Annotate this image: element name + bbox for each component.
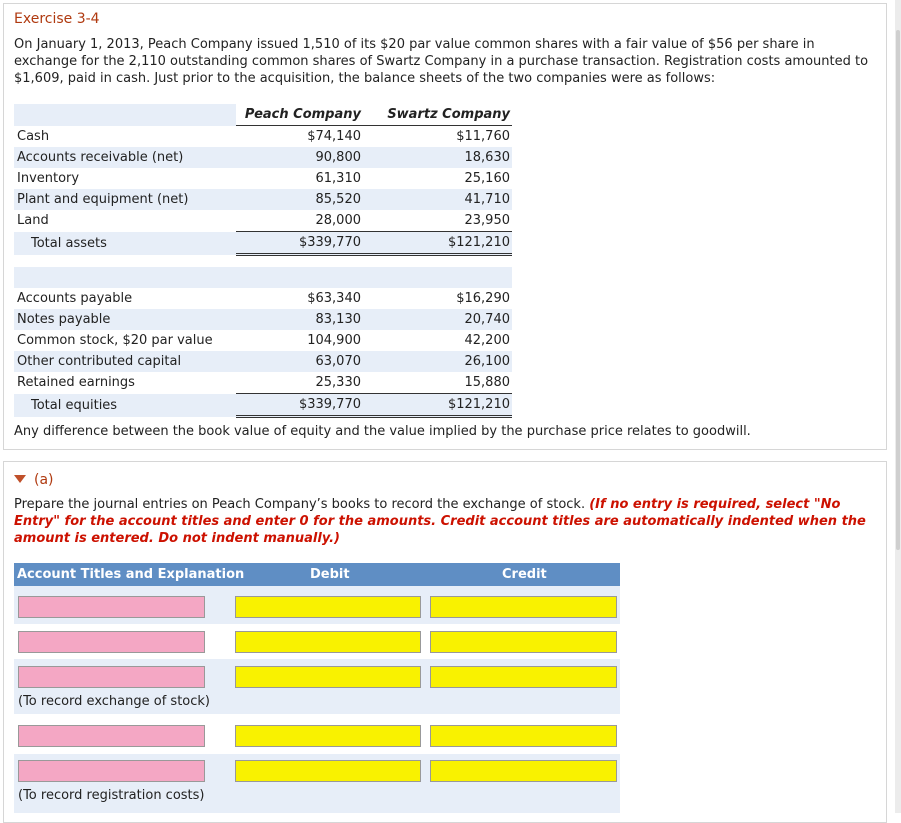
account-title-input[interactable] <box>18 725 205 747</box>
memo-registration: (To record registration costs) <box>18 788 205 803</box>
part-a-label: (a) <box>34 472 54 488</box>
problem-text: On January 1, 2013, Peach Company issued 1,510 of its $20 par value common shares with a fair value of $56 per share in exchange for the 2,110 outstanding common shares of Swartz Company in a purchase transaction. Registration costs amounted to $1,609, paid in cash. Just prior to the acquisition, the balance sheets of the two companies were as follows: <box>14 37 869 86</box>
table-row: Accounts payable $63,340 $16,290 <box>17 291 510 306</box>
account-title-input[interactable] <box>18 760 205 782</box>
credit-amount-input[interactable] <box>430 725 617 747</box>
credit-amount-input[interactable] <box>430 760 617 782</box>
debit-amount-input[interactable] <box>235 725 421 747</box>
table-row: Land 28,000 23,950 <box>17 213 510 229</box>
total-equities-row: Total equities $339,770 $121,210 <box>14 394 512 417</box>
credit-amount-input[interactable] <box>430 631 617 653</box>
header-peach: Peach Company <box>236 104 363 126</box>
scrollbar-thumb[interactable] <box>896 30 900 550</box>
table-row: Common stock, $20 par value 104,900 42,200 <box>17 333 510 348</box>
balance-sheet-table <box>14 104 512 418</box>
account-title-input[interactable] <box>18 631 205 653</box>
account-column-header: Account Titles and Explanation <box>17 567 245 582</box>
journal-row <box>14 624 620 659</box>
header-swartz: Swartz Company <box>363 104 512 126</box>
exercise-title: Exercise 3-4 <box>14 11 100 27</box>
journal-row <box>14 714 620 754</box>
table-row: Inventory 61,310 25,160 <box>17 171 510 186</box>
journal-header <box>14 563 620 586</box>
debit-amount-input[interactable] <box>235 666 421 688</box>
goodwill-note: Any difference between the book value of equity and the value implied by the purchase price relates to goodwill. <box>14 424 751 439</box>
table-row: Accounts receivable (net) 90,800 18,630 <box>14 147 512 168</box>
table-row: Cash $74,140 $11,760 <box>17 128 510 144</box>
debit-amount-input[interactable] <box>235 631 421 653</box>
credit-amount-input[interactable] <box>430 666 617 688</box>
debit-column-header: Debit <box>310 567 350 582</box>
journal-row <box>14 586 620 624</box>
credit-amount-input[interactable] <box>430 596 617 618</box>
memo-exchange: (To record exchange of stock) <box>18 694 210 709</box>
account-title-input[interactable] <box>18 596 205 618</box>
credit-column-header: Credit <box>502 567 547 582</box>
account-title-input[interactable] <box>18 666 205 688</box>
debit-amount-input[interactable] <box>235 760 421 782</box>
journal-row <box>14 754 620 813</box>
chevron-down-icon[interactable] <box>14 475 26 483</box>
table-row: Plant and equipment (net) 85,520 41,710 <box>14 189 512 210</box>
part-a-instructions: Prepare the journal entries on Peach Company’s books to record the exchange of stock. (If no entry is required, select "No Entry" for the account titles and enter 0 for the amounts. Credit account titles are automatically indented when the amount is entered. Do not indent manually.) <box>14 497 866 546</box>
part-a-toggle[interactable] <box>14 472 54 488</box>
debit-amount-input[interactable] <box>235 596 421 618</box>
table-row: Other contributed capital 63,070 26,100 <box>14 351 512 372</box>
total-assets-row: Total assets $339,770 $121,210 <box>14 232 512 255</box>
journal-row <box>14 659 620 714</box>
table-row: Retained earnings 25,330 15,880 <box>17 375 510 391</box>
table-row: Notes payable 83,130 20,740 <box>14 309 512 330</box>
